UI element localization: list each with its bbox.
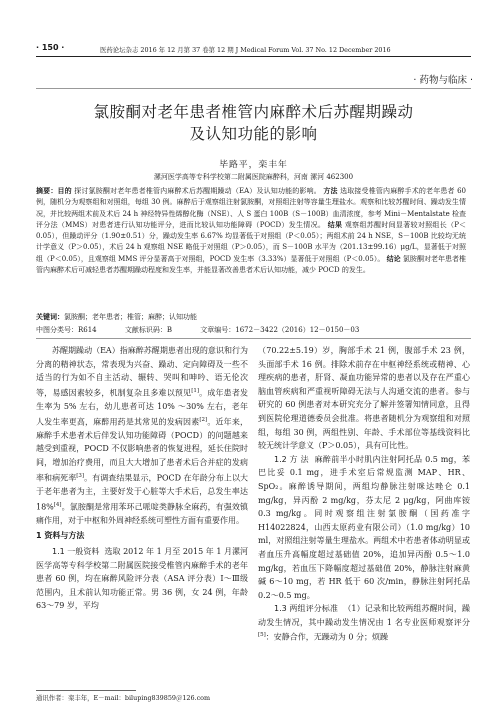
affiliation: 漯河医学高等专科学校第二附属医院麻醉科，河南 漯河 462300 <box>153 173 354 181</box>
keywords-label: 关键词： <box>36 313 64 321</box>
citation-ref: [1] <box>191 387 199 394</box>
abstract <box>36 186 466 276</box>
article-title-line2: 及认知功能的影响 <box>189 125 318 143</box>
abstract-objective-label: 目的 <box>57 187 72 195</box>
general-data-text: 选取 2012 年 1 月至 2015 年 1 月漯河医学高等专科学校第二附属医院接受椎管内麻醉手术的老年患者 60 例，均在麻醉风险评分表（ASA 评分表）I～Ⅲ级范围内，且术前认知功能正常。男 36 例，女 24 例，年龄 63～79 岁，平均 <box>36 546 248 611</box>
intro-text-4: 。有调查结果显示，POCD 在年龄分布上以大于老年患者为主，主要好发于心脏等大手术后，总发生率达 18% <box>36 473 248 512</box>
section-heading: 1 资料与方法 <box>36 531 85 541</box>
abstract-results: 观察组苏醒时间显著较对照组长（P＜0.05），但躁动评分（1.90±0.51）分，躁动发生率 6.67% 均显著低于对照组（P＜0.05）；两组术前 24 h NSE，S－100B 比较均无统计学意义（P＞0.05），术后 24 h 观察组 NSE 略低于对照组（P＞0.05），而 S－100B 水平为（201.13±99.16）μg/L，显著低于对照组（P＜0.05），且观察组 MMS 评分显著高于对照组，POCD 发生率（3.33%）显著低于对照组（P＜0.05）。 <box>36 220 467 263</box>
subsection-heading: 1.3 两组评分标准 <box>274 604 339 614</box>
methods-text: 麻醉前半小时肌内注射阿托品 0.5 mg，苯巴比妥 0.1 mg，进手术室后常规监测 MAP、HR、SpO₂。麻醉诱导期间，两组均静脉注射咪达唑仑 0.1 mg/kg，异丙酚 2 mg/kg，芬太尼 2 μg/kg，阿曲库铵 0.3 mg/kg。同时观察组注射氯胺酮（国药准字 H14022824，山西太原药业有限公司）（1.0 mg/kg）10 ml，对照组注射等量生理盐水。两组术中若患者体动明显或者血压升高幅度超过基础值 20%，追加异丙酚 0.5～1.0 mg/kg，若血压下降幅度超过基础值 20%，静脉注射麻黄碱 6～10 mg，若 HR 低于 60 次/min，静脉注射阿托品 0.2～0.5 mg。 <box>258 454 471 600</box>
body-column-left <box>36 344 248 613</box>
abstract-rule <box>36 338 471 339</box>
scoring-text-2: ：安静合作，无躁动为 0 分；烦躁 <box>265 633 388 643</box>
body-column-right <box>258 344 470 645</box>
authors: 毕路平，栾丰年 <box>219 160 288 170</box>
section-label: · 药物与临床 · <box>413 75 473 86</box>
abstract-conclusion: 氯胺酮对老年患者椎管内麻醉术后可减轻患者苏醒期躁动程度和发生率，并能显著改善患者术后认知功能，减少 POCD 的发生。 <box>36 254 466 275</box>
subsection-heading: 1.1 一般资料 <box>52 546 100 556</box>
classification-line <box>36 325 466 335</box>
intro-text-5: 。氯胺酮是常用苯环己哌啶类静脉全麻药，有强效镇痛作用，对于中枢和外周神经系统可塑性方面有重要作用。 <box>36 502 248 525</box>
citation-ref: [5] <box>258 632 266 639</box>
intro-text-1: 苏醒期躁动（EA）指麻醉苏醒期患者出现的意识和行为分离的精神状态，常表现为兴奋、躁动、定向障碍及一些不适当的行为如不自主活动、辗转、哭叫和呻吟、语无伦次等，易感因素较多，机制复杂且多难以预见 <box>36 346 248 398</box>
intro-text-3: 。近年来，麻醉手术患者术后伴发认知功能障碍（POCD）的问题越来越受到重视，POCD 不仅影响患者的恢复进程，延长住院时间，增加治疗费用，而且大大增加了患者术后合并症的发病率和病死率 <box>36 417 249 483</box>
footnote-rule <box>36 690 136 691</box>
clc-number: 中图分类号：R614 <box>36 326 97 334</box>
intro-text-2: 。成年患者发生率为 5% 左右，幼儿患者可达 10% ～30% 左右，老年人发生率更高，麻醉用药是其常见的发病因素 <box>36 388 249 427</box>
abstract-conclusion-label: 结论 <box>386 254 401 263</box>
keywords <box>36 312 466 322</box>
article-id: 文章编号：1672－3422（2016）12－0150－03 <box>200 326 360 334</box>
subsection-heading: 1.2 方 法 <box>274 454 309 464</box>
methods-paragraph <box>258 453 470 603</box>
abstract-label: 摘要： <box>36 187 58 195</box>
continued-paragraph: （70.22±5.19）岁，胸部手术 21 例，腹部手术 23 例，头面部手术 16 例。排除术前存在中枢神经系统或精神、心理疾病的患者，肝肾、凝血功能异常的患者以及存在严重心脑血管疾病和严重视听障碍无法与人沟通交流的患者。参与研究的 60 例患者对本研究充分了解并签署知情同意，且得到医院伦理道德委员会批准。将患者随机分为观察组和对照组，每组 30 例，两组性别、年龄、手术部位等基线资料比较无统计学意义（P＞0.05），具有可比性。 <box>258 346 470 451</box>
keywords-text: 氯胺酮；老年患者；椎管；麻醉；认知功能 <box>64 313 197 321</box>
citation-ref: [3] <box>76 472 85 479</box>
article-title-line1: 氯胺酮对老年患者椎管内麻醉术后苏醒期躁动 <box>93 103 414 121</box>
journal-header: 医药论坛杂志 2016 年 12 月第 37 卷第 12 期 J Medical Forum Vol. 37 No. 12 December 2016 <box>100 46 391 54</box>
abstract-results-label: 结果 <box>327 220 343 229</box>
header-rule <box>36 56 471 57</box>
corresponding-author-footnote: 通讯作者：栾丰年，E－mail：biluping839859＠126.com <box>36 694 211 702</box>
abstract-methods-label: 方法 <box>323 187 338 195</box>
section-rule <box>36 88 471 89</box>
abstract-methods: 选取接受椎管内麻醉手术的老年患者 60 例，随机分为观察组和对照组，每组 30 例。麻醉后于观察组注射氯胺酮，对照组注射等容量生理盐水。观察和比较苏醒时间、躁动发生情况，并比较两组术前及术后 24 h 神经特异性烯醇化酶（NSE）、人 S 蛋白 100B（S－100B）血清浓度，参考 Mini－Mentalstate 检查评分法（MMS）对患者进行认知功能评分，进而比较认知功能障碍（POCD）发生情况。 <box>36 187 466 229</box>
general-data-paragraph <box>36 545 248 613</box>
scoring-paragraph <box>258 602 470 644</box>
citation-ref: [2] <box>199 416 208 423</box>
intro-paragraph <box>36 344 248 527</box>
citation-ref: [4] <box>53 501 62 508</box>
abstract-objective: 探讨氯胺酮对老年患者椎管内麻醉术后苏醒期躁动（EA）及认知功能的影响。 <box>74 187 321 195</box>
document-code: 文献标识码：B <box>124 326 173 334</box>
scoring-text: （1）记录和比较两组苏醒时间，躁动发生情况，其中躁动发生情况由 1 名专业医师观察评分 <box>258 604 471 627</box>
page-number: · 150 · <box>36 43 65 52</box>
